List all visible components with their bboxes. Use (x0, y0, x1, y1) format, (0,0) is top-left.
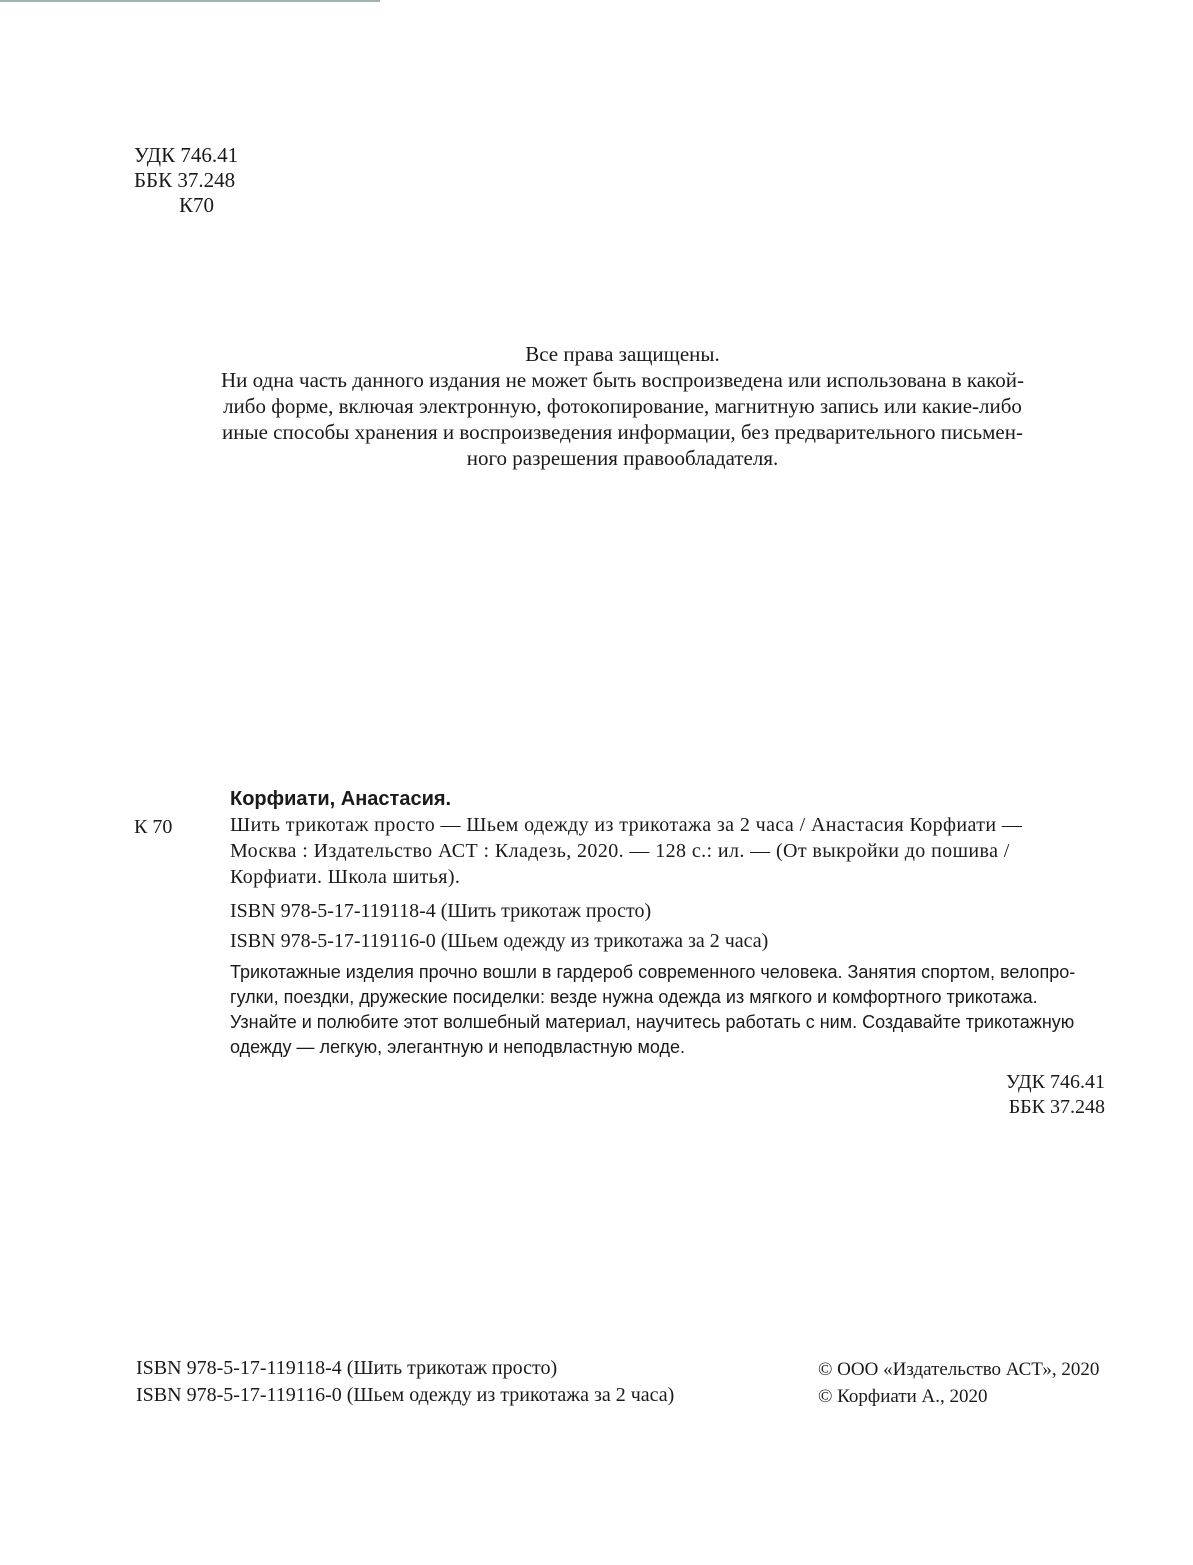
rights-line: либо форме, включая электронную, фотокопирование, магнитную запись или какие-либо (223, 394, 1022, 418)
bib-description (230, 812, 1105, 890)
bib-author: Корфиати, Анастасия. (230, 788, 452, 810)
bib-annotation (230, 960, 1105, 1060)
top-rule (0, 0, 380, 2)
footer-isbn-block (136, 1355, 674, 1409)
bib-bbk-code: ББК 37.248 (1008, 1096, 1105, 1118)
bib-annotation-line: одежду — легкую, элегантную и неподвластную моде. (230, 1037, 685, 1057)
bib-isbn-2: ISBN 978-5-17-119116-0 (Шьем одежду из трикотажа за 2 часа) (230, 930, 769, 952)
rights-line: Все права защищены. (525, 342, 720, 366)
bib-description-line: Шить трикотаж просто — Шьем одежду из трикотажа за 2 часа / Анастасия Корфиати — (230, 814, 1023, 836)
footer-isbn-2: ISBN 978-5-17-119116-0 (Шьем одежду из трикотажа за 2 часа) (136, 1384, 675, 1406)
bib-annotation-line: Трикотажные изделия прочно вошли в гардероб современного человека. Занятия спортом, велопро- (230, 962, 1076, 982)
rights-line: иные способы хранения и воспроизведения информации, без предварительного письмен- (222, 420, 1023, 444)
footer-isbn-1: ISBN 978-5-17-119118-4 (Шить трикотаж просто) (136, 1357, 558, 1379)
bibliographic-record (230, 786, 1105, 1120)
bib-author-mark: К 70 (134, 816, 173, 838)
bib-isbn-1: ISBN 978-5-17-119118-4 (Шить трикотаж просто) (230, 900, 652, 922)
rights-line: Ни одна часть данного издания не может быть воспроизведена или использована в какой- (221, 368, 1024, 392)
bbk-code: ББК 37.248 (134, 168, 236, 192)
author-mark: К70 (179, 193, 215, 217)
bib-udk-code: УДК 746.41 (1005, 1071, 1105, 1093)
copyright-author: © Корфиати А., 2020 (818, 1386, 988, 1407)
bib-description-line: Москва : Издательство АСТ : Кладезь, 2020. — 128 с.: ил. — (От выкройки до пошива / (230, 840, 1010, 862)
classification-block (134, 143, 238, 218)
bib-index-codes (230, 1070, 1105, 1120)
udk-code: УДК 746.41 (134, 143, 239, 167)
bib-description-line: Корфиати. Школа шитья). (230, 866, 461, 888)
copyright-block (818, 1356, 1099, 1410)
bib-annotation-line: Узнайте и полюбите этот волшебный материал, научитесь работать с ним. Создавайте трикотажную (230, 1012, 1075, 1032)
rights-notice (160, 341, 1085, 471)
bib-annotation-line: гулки, поездки, дружеские посиделки: везде нужна одежда из мягкого и комфортного трикотажа. (230, 987, 1038, 1007)
rights-line: ного разрешения правообладателя. (466, 446, 779, 470)
copyright-publisher: © ООО «Издательство АСТ», 2020 (818, 1359, 1100, 1380)
